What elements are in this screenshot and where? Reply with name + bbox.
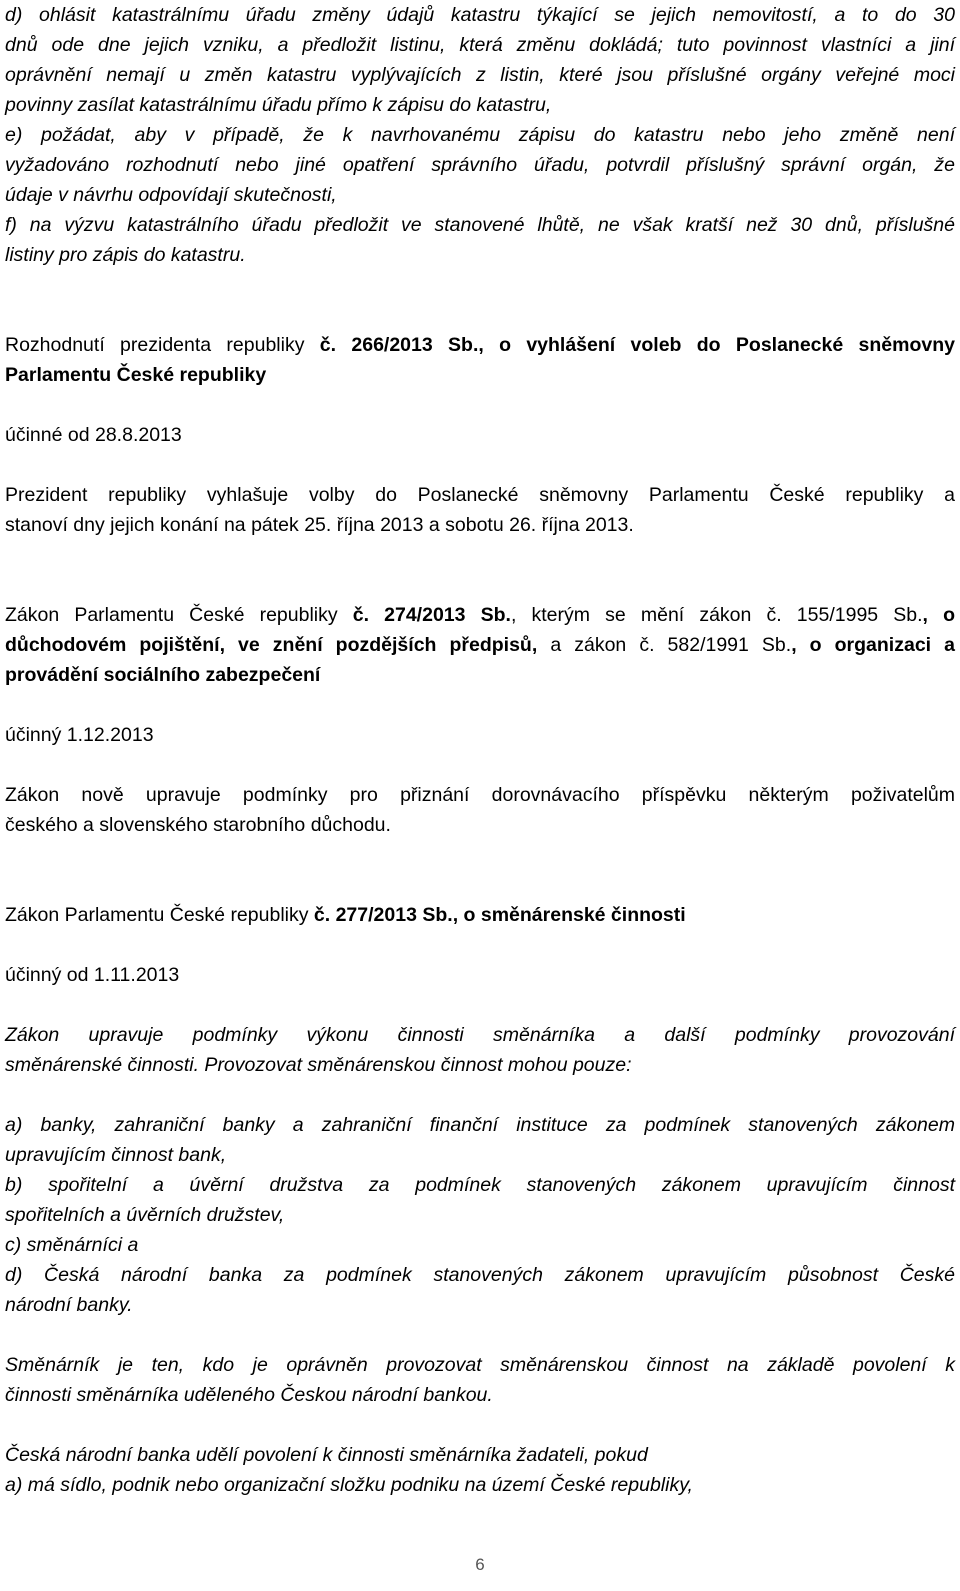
document-page: [5, 0, 955, 1500]
item-e-line: údaje v návrhu odpovídají skutečnosti,: [5, 184, 337, 206]
act-body: Zákon upravuje podmínky výkonu činnosti směnárníka a další podmínky provozování směnárenské činnosti. Provozovat směnárenskou činnost mohou pouze: a) banky, zahraniční banky a zahraniční finanční instituce za podmínek stanovených zákonem upravujícím činnost bank, b) spořitelní a úvěrní družstva za podmínek stanovených zákonem upravujícím činnost spořitelních a úvěrních družstev, c) směnárníci a d) Česká národní banka za podmínek stanovených zákonem upravujícím působnost České národní banky. Směnárník je ten, kdo je oprávněn provozovat směnárenskou činnost na základě povolení k činnosti směnárníka uděleného Českou národní bankou. Česká národní banka udělí povolení k činnosti směnárníka žadateli, pokud a) má sídlo, podnik nebo organizační složku podniku na území České republiky,: [5, 1020, 955, 1500]
list-item: d) Česká národní banka za podmínek stanovených zákonem upravujícím působnost České: [5, 1264, 955, 1286]
list-item: c) směnárníci a: [5, 1234, 139, 1256]
item-f-line: listiny pro zápis do katastru.: [5, 244, 246, 266]
list-item: národní banky.: [5, 1294, 133, 1316]
act-277-2013: [5, 900, 955, 1500]
effective-date: účinné od 28.8.2013: [5, 424, 182, 446]
act-heading-cont: důchodovém pojištění, ve znění pozdějších předpisů, a zákon č. 582/1991 Sb., o organizaci a: [5, 634, 955, 656]
item-f-line: f) na výzvu katastrálního úřadu předložit ve stanovené lhůtě, ne však kratší než 30 dnů, příslušné: [5, 214, 955, 236]
act-body: českého a slovenského starobního důchodu.: [5, 814, 391, 836]
item-e-line: vyžadováno rozhodnutí nebo jiné opatření správního úřadu, potvrdil příslušný správní orgán, že: [5, 154, 955, 176]
grant-condition: a) má sídlo, podnik nebo organizační složku podniku na území České republiky,: [5, 1474, 693, 1496]
act-body: Zákon nově upravuje podmínky pro přiznání dorovnávacího příspěvku některým poživatelům: [5, 784, 955, 806]
list-item: spořitelních a úvěrních družstev,: [5, 1204, 285, 1226]
act-274-2013: [5, 600, 955, 840]
item-d-line: dnů ode dne jejich vzniku, a předložit listinu, která změnu dokládá; tuto povinnost vlastníci a jiní: [5, 34, 955, 56]
act-heading: Zákon Parlamentu České republiky č. 274/2013 Sb., kterým se mění zákon č. 155/1995 Sb., o: [5, 604, 955, 626]
cadastre-obligations: [5, 0, 955, 270]
definition: Směnárník je ten, kdo je oprávněn provozovat směnárenskou činnost na základě povolení k: [5, 1354, 955, 1376]
effective-date: účinný 1.12.2013: [5, 724, 154, 746]
item-d-line: d) ohlásit katastrálnímu úřadu změny údajů katastru týkající se jejich nemovitostí, a to do 30: [5, 4, 955, 26]
act-body: Prezident republiky vyhlašuje volby do Poslanecké sněmovny Parlamentu České republiky a: [5, 484, 955, 506]
act-body: stanoví dny jejich konání na pátek 25. října 2013 a sobotu 26. října 2013.: [5, 514, 634, 536]
act-266-2013: [5, 330, 955, 540]
item-d-line: povinny zasílat katastrálnímu úřadu přímo k zápisu do katastru,: [5, 94, 552, 116]
list-item: upravujícím činnost bank,: [5, 1144, 227, 1166]
act-heading-cont: Parlamentu České republiky: [5, 364, 267, 386]
definition: činnosti směnárníka uděleného Českou národní bankou.: [5, 1384, 493, 1406]
act-heading: Zákon Parlamentu České republiky č. 277/2013 Sb., o směnárenské činnosti: [5, 904, 686, 926]
list-item: a) banky, zahraniční banky a zahraniční finanční instituce za podmínek stanovených zákonem: [5, 1114, 955, 1136]
list-item: b) spořitelní a úvěrní družstva za podmínek stanovených zákonem upravujícím činnost: [5, 1174, 955, 1196]
item-d-line: oprávnění nemají u změn katastru vyplývajících z listin, které jsou příslušné orgány veřejné moci: [5, 64, 955, 86]
item-e-line: e) požádat, aby v případě, že k navrhovanému zápisu do katastru nebo jeho změně není: [5, 124, 955, 146]
page-number: 6: [475, 1555, 485, 1574]
effective-date: účinný od 1.11.2013: [5, 964, 180, 986]
grant-condition: Česká národní banka udělí povolení k činnosti směnárníka žadateli, pokud: [5, 1444, 648, 1466]
act-heading: Rozhodnutí prezidenta republiky č. 266/2013 Sb., o vyhlášení voleb do Poslanecké sněmovny: [5, 334, 955, 356]
act-heading-cont: provádění sociálního zabezpečení: [5, 664, 321, 686]
